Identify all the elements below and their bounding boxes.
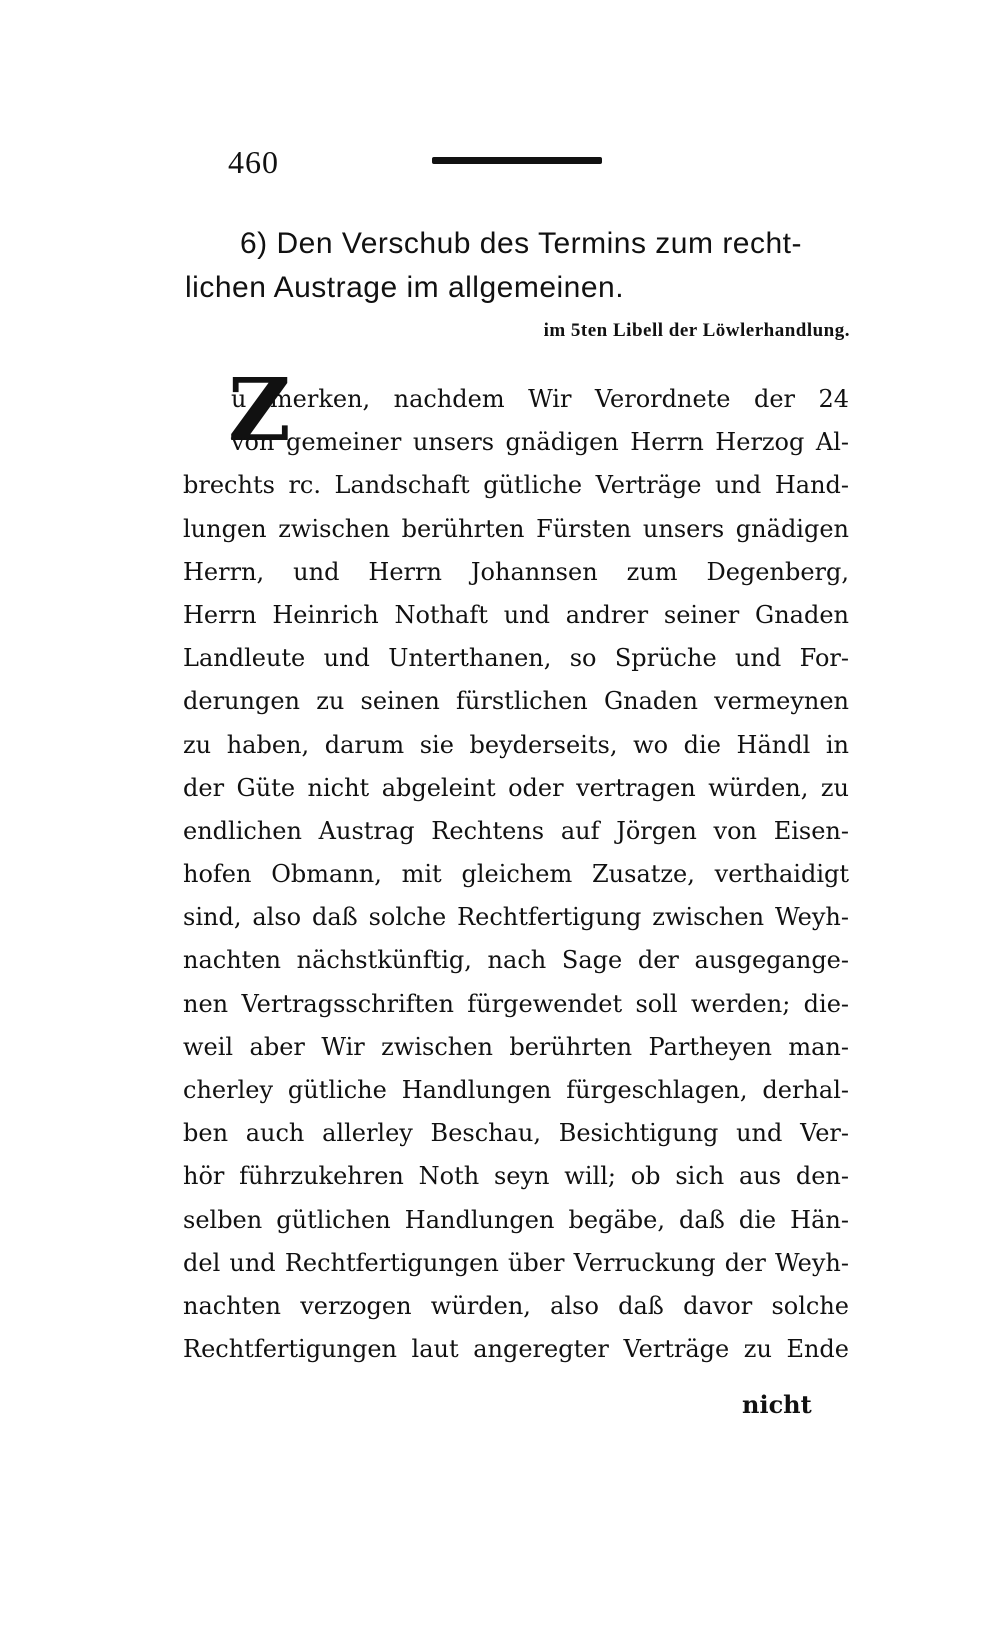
body-line: der Güte nicht abgeleint oder vertragen würden, zu [183, 773, 849, 802]
body-line: u merken, nachdem Wir Verordnete der 24 [231, 385, 849, 413]
body-line: von gemeiner unsers gnädigen Herrn Herzog Al- [231, 428, 849, 457]
body-line: hör führzukehren Noth seyn will; ob sich aus den- [183, 1162, 849, 1191]
body-line: zu haben, darum sie beyderseits, wo die Händl in [183, 730, 849, 759]
body-line: del und Rechtfertigungen über Verruckung der Weyh- [183, 1248, 849, 1277]
page-number: 460 [228, 144, 279, 180]
header-rule [432, 157, 602, 164]
catchword: nicht [742, 1390, 812, 1419]
section-heading [185, 222, 845, 310]
body-line: weil aber Wir zwischen berührten Partheyen man- [183, 1032, 849, 1061]
body-line: Rechtfertigungen laut angeregter Verträge zu Ende [183, 1335, 849, 1364]
body-line: lungen zwischen berührten Fürsten unsers gnädigen [183, 514, 849, 543]
body-line: brechts rc. Landschaft gütliche Verträge und Hand- [183, 471, 849, 500]
body-line: ben auch allerley Beschau, Besichtigung und Ver- [183, 1119, 849, 1148]
body-line: cherley gütliche Handlungen fürgeschlagen, derhal- [183, 1076, 849, 1104]
body-line: Herrn, und Herrn Johannsen zum Degenberg, [183, 557, 849, 586]
heading-line-2: lichen Austrage im allgemeinen. [185, 271, 625, 304]
body-line: endlichen Austrag Rechtens auf Jörgen von Eisen- [183, 816, 849, 845]
body-line: selben gütlichen Handlungen begäbe, daß die Hän- [183, 1205, 849, 1234]
body-line: sind, also daß solche Rechtfertigung zwischen Weyh- [183, 903, 849, 932]
body-line: hofen Obmann, mit gleichem Zusatze, verthaidigt [183, 860, 849, 889]
body-line: nen Vertragsschriften fürgewendet soll werden; die- [183, 989, 849, 1018]
source-citation: im 5ten Libell der Löwlerhandlung. [543, 320, 850, 341]
body-line: Herrn Heinrich Nothaft und andrer seiner Gnaden [183, 600, 849, 629]
body-line: derungen zu seinen fürstlichen Gnaden vermeynen [183, 687, 849, 716]
body-line: nachten verzogen würden, also daß davor solche [183, 1291, 849, 1320]
heading-line-1: 6) Den Verschub des Termins zum recht- [240, 227, 803, 260]
drop-cap: Z [228, 360, 291, 461]
body-line: Landleute und Unterthanen, so Sprüche und For- [183, 644, 849, 673]
body-line: nachten nächstkünftig, nach Sage der ausgegange- [183, 946, 849, 975]
body-paragraph [183, 378, 849, 1371]
